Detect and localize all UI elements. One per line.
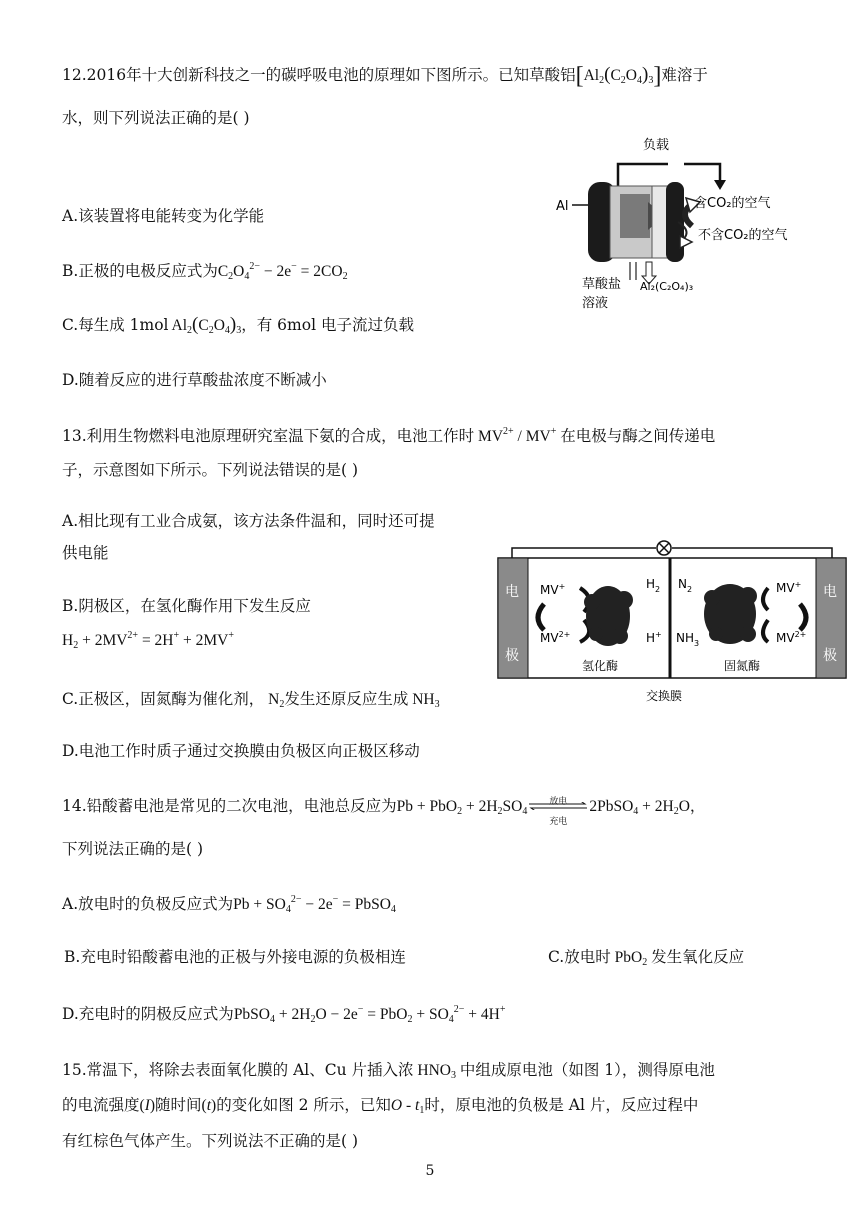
right-electrode-char2: 极 (823, 648, 837, 664)
exchange-membrane-label: 交换膜 (646, 689, 683, 703)
svg-text:MV2+: $MV^{2+}$ (776, 630, 807, 645)
q15-stem-line1: 15.常温下，将除去表面氧化膜的 Al、Cu 片插入浓 $HNO_3$ 中组成原电池（如图 1），测得原电池 (62, 1061, 715, 1081)
carbon-breathing-battery-figure (548, 130, 808, 316)
svg-text:NH3: $NH_3$ (676, 631, 700, 648)
q12-option-d: D.随着反应的进行草酸盐浓度不断减小 (62, 371, 327, 389)
svg-text:N2: $N_2$ (678, 577, 693, 594)
q14-stem-line2: 下列说法正确的是( ) (62, 840, 204, 858)
left-electrode-char2: 极 (505, 648, 519, 664)
q12-stem-line1: 12.2016年十大创新科技之一的碳呼吸电池的原理如下图所示。已知草酸铝$[Al_2(C_2O_4)_3]$难溶于 (62, 63, 708, 89)
svg-text:H2: $H_2$ (646, 577, 661, 594)
q13-option-a-line2: 供电能 (62, 544, 109, 562)
svg-text:MV2+: $MV^{2+}$ (540, 630, 571, 645)
q13-option-c: C.正极区，固氮酶为催化剂， $N_2$发生还原反应生成 $NH_3$ (62, 690, 440, 710)
hydrogenase-enzyme-shape (584, 586, 633, 646)
q12-option-b: B.正极的电极反应式为$C_2O_4^{2-} - 2e^- = 2CO_2$ (62, 261, 348, 282)
q13-option-b-line1: B.阴极区，在氢化酶作用下发生反应 (62, 597, 311, 615)
q14-option-c: C.放电时 PbO$_2$ 发生氧化反应 (548, 948, 745, 968)
load-label: 负载 (643, 138, 670, 153)
formula-al2-c2o4-3-bracket: $[Al_2(C_2O_4)_3]$ (575, 63, 662, 89)
q14-stem-line1: 14.铅酸蓄电池是常见的二次电池，电池总反应为$Pb + PbO_2 + 2H_2SO_4$ 放电 充电 2PbSO$_4$ + $2H_2O$， (62, 797, 706, 827)
q14-option-a: A.放电时的负极反应式为$Pb + SO_4^{2-} - 2e^-$ = PbSO$_4$ (62, 894, 396, 915)
aluminum-oxalate-product-label: Al₂(C₂O₄)₃ (640, 280, 694, 293)
al-label: Al (556, 199, 569, 214)
air-without-co2-label: 不含CO₂的空气 (698, 228, 788, 243)
right-electrode-char1: 电 (823, 584, 837, 600)
oxalate-solution-label-2: 溶液 (582, 296, 609, 311)
svg-text:H+: H+ (646, 630, 662, 645)
q14-option-d: D.充电时的阴极反应式为PbSO$_4$ + $2H_2O - 2e^- = PbO_2 + SO_4^{2-} + 4H^+$ (62, 1004, 506, 1025)
reversible-reaction-arrow: 放电 充电 (527, 796, 589, 818)
q15-stem-line2: 的电流强度(I)随时间(t)的变化如图 2 所示，已知O - $t_1$时，原电池的负极是 Al 片，反应过程中 (62, 1096, 699, 1116)
q13-stem-line1: 13.利用生物燃料电池原理研究室温下氨的合成，电池工作时 $MV^{2+} / MV^+$ 在电极与酶之间传递电 (62, 426, 716, 445)
q12-stem-line2: 水，则下列说法正确的是( ) (62, 109, 250, 127)
q13-option-a-line1: A.相比现有工业合成氨，该方法条件温和，同时还可提 (62, 512, 435, 530)
q13-option-b-line2: $H_2 + 2MV^{2+} = 2H^+ + 2MV^+$ (62, 630, 234, 651)
q15-stem-line3: 有红棕色气体产生。下列说法不正确的是( ) (62, 1132, 359, 1150)
svg-text:MV+: MV+ (776, 580, 802, 595)
q13-option-d: D.电池工作时质子通过交换膜由负极区向正极区移动 (62, 742, 420, 760)
biofuel-cell-figure (496, 538, 848, 708)
q14-option-b: B.充电时铅酸蓄电池的正极与外接电源的负极相连 (64, 948, 406, 966)
svg-text:MV+: MV+ (540, 582, 566, 597)
q12-option-c: C.每生成 1mol $Al_2(C_2O_4)_3$，有 6mol 电子流过负载 (62, 314, 414, 336)
nitrogenase-label: 固氮酶 (724, 659, 761, 673)
hydrogenase-label: 氢化酶 (582, 659, 619, 673)
left-electrode-char1: 电 (505, 584, 519, 600)
oxalate-solution-label-1: 草酸盐 (582, 277, 622, 292)
air-with-co2-label: 含CO₂的空气 (694, 196, 771, 211)
q13-stem-line2: 子，示意图如下所示。下列说法错误的是( ) (62, 461, 359, 479)
page-number: 5 (425, 1163, 435, 1179)
nitrogenase-enzyme-shape (704, 584, 757, 644)
q12-option-a: A.该装置将电能转变为化学能 (62, 207, 265, 225)
